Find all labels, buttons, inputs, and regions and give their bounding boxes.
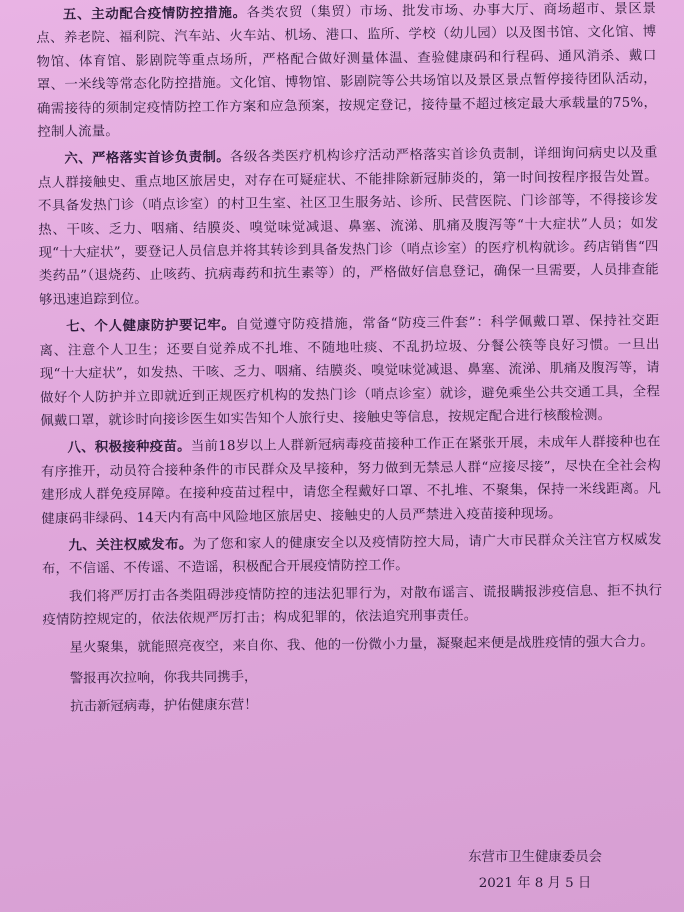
section-heading: 五、主动配合疫情防控措施。 [62,4,247,23]
section-body: 各级各类医疗机构诊疗活动严格落实首诊负责制，详细询问病史以及重点人群接触史、重点地区旅居史，对存在可疑症状、不能排除新冠肺炎的，第一时间按程序报告处置。不具备发热门诊（哨点诊室）的村卫生室、社区卫生服务站、诊所、民营医院、门诊部等，不得接诊发热、干咳、乏力、咽痛、结膜炎、嗅觉味觉减退、鼻塞、流涕、肌痛及腹泻等“十大症状”人员；如发现“十大症状”，要登记人员信息并将其转诊到具备发热门诊（哨点诊室）的医疗机构就诊。药店销售“四类药品”（退烧药、止咳药、抗病毒药和抗生素等）的，严格做好信息登记，确保一旦需要，人员排查能够迅速追踪到位。 [37,145,659,308]
notice-document [36,0,663,722]
closing-slogan [43,659,664,721]
section-heading: 七、个人健康防护要记牢。 [66,317,236,335]
section-9 [42,528,662,581]
section-8 [41,431,662,531]
section-5 [36,0,657,144]
section-heading: 六、严格落实首诊负责制。 [64,149,231,168]
issue-date: 2021 年 8 月 5 日 [478,876,592,891]
section-6 [38,142,660,312]
section-heading: 八、积极接种疫苗。 [67,438,191,457]
signature-block [468,846,602,896]
unity-paragraph: 星火聚集，就能照亮夜空，来自你、我、他的一份微小力量，凝聚起来便是战胜疫情的强大合力。 [69,634,654,656]
closing-line: 警报再次拉响，你我共同携手， [69,669,258,687]
section-7 [39,310,660,434]
section-heading: 九、关注权威发布。 [68,536,193,554]
closing-line: 抗击新冠病毒，护佑健康东营！ [70,697,258,715]
section-body: 当前18岁以上人群新冠病毒疫苗接种工作正在紧张开展，未成年人群接种也在有序推开，动员符合接种条件的市民群众及早接种，努力做到无禁忌人群“应接尽接”，尽快在全社会构建形成人群免疫屏障。在接种疫苗过程中，请您全程戴好口罩、不扎堆、不聚集，保持一米线距离。凡健康码非绿码、14天内有高中风险地区旅居史、接触史的人员严禁进入疫苗接种现场。 [40,434,662,527]
issuer-name: 东营市卫生健康委员会 [468,850,602,865]
section-body: 为了您和家人的健康安全以及疫情防控大局，请广大市民群众关注官方权威发布，不信谣、不传谣、不造谣，积极配合开展疫情防控工作。 [41,532,662,578]
section-body: 自觉遵守防疫措施，常备“防疫三件套”：科学佩戴口罩、保持社交距离、注意个人卫生；还要自觉养成不扎堆、不随地吐痰、不乱扔垃圾、分餐公筷等良好习惯。一旦出现“十大症状”，如发热、干咳、乏力、咽痛、结膜炎、嗅觉味觉减退、鼻塞、流涕、肌痛及腹泻等，请做好个人防护并立即就近到正规医疗机构的发热门诊（哨点诊室）就诊，避免乘坐公共交通工具，全程佩戴口罩，就诊时向接诊医生如实告知个人旅行史、接触史等信息，按规定配合进行核酸检测。 [39,313,661,429]
section-body: 各类农贸（集贸）市场、批发市场、办事大厅、商场超市、景区景点、养老院、福利院、汽车站、火车站、机场、港口、监所、学校（幼儿园）以及图书馆、文化馆、博物馆、体育馆、影剧院等重点场所，严格配合做好测量体温、查验健康码和行程码、通风消杀、戴口罩、一米线等常态化防控措施。文化馆、博物馆、影剧院等公共场馆以及景区景点暂停接待团队活动，确需接待的须制定疫情防控工作方案和应急预案，按规定登记，接待量不超过核定最大承载量的75%，控制人流量。 [36,1,658,141]
crackdown-paragraph: 我们将严厉打击各类阻碍涉疫情防控的违法犯罪行为，对散布谣言、谎报瞒报涉疫信息、拒不执行疫情防控规定的，依法依规严厉打击；构成犯罪的，依法追究刑事责任。 [42,583,663,629]
